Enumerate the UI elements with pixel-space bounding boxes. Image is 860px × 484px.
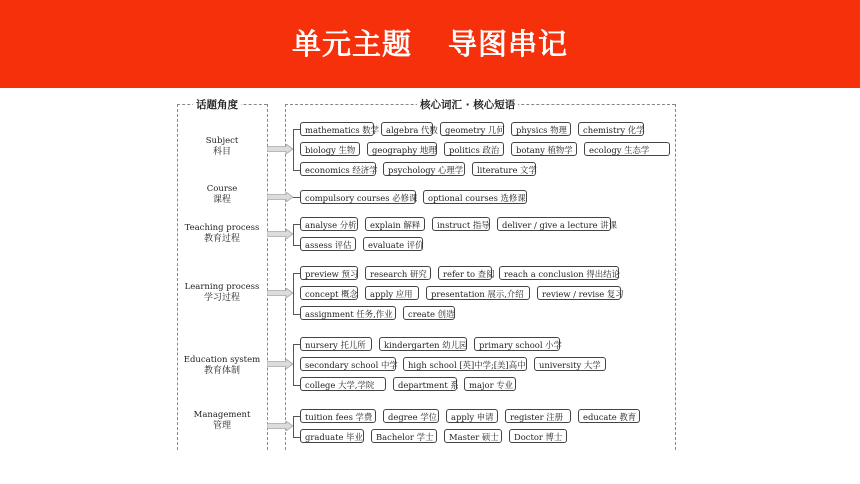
vocab-chip: high school [英]中学;[美]高中 [403, 357, 527, 371]
topic-label-cn: 教育体制 [203, 366, 240, 376]
vocab-chip: apply 申请 [446, 409, 498, 423]
vocab-chip: assess 评估 [300, 237, 356, 251]
vocab-chip: chemistry 化学 [578, 122, 644, 136]
topic-label-cn: 课程 [212, 195, 231, 205]
topic-label-cn: 教育过程 [203, 234, 240, 244]
vocab-chip: secondary school 中学 [300, 357, 396, 371]
topic-label-2 [177, 223, 267, 245]
vocab-chip: research 研究 [365, 266, 431, 280]
vocab-chip: geography 地理 [367, 142, 437, 156]
topic-label-4 [177, 355, 267, 377]
topic-label-0 [177, 136, 267, 158]
arrow-icon [267, 192, 293, 202]
vocab-chip: evaluate 评价 [363, 237, 423, 251]
right-header: 核心词汇 · 核心短语 [417, 97, 518, 112]
vocab-chip: optional courses 选修课 [423, 190, 527, 204]
arrow-icon [267, 421, 293, 431]
arrow-icon [267, 144, 293, 154]
topic-label-en: Education system [183, 355, 261, 365]
topic-label-en: Learning process [184, 282, 260, 292]
topic-label-cn: 学习过程 [203, 293, 240, 303]
left-frame-line-right [267, 104, 268, 450]
vocab-chip: create 创造 [403, 306, 455, 320]
vocab-chip: refer to 查阅 [438, 266, 492, 280]
vocab-chip: assignment 任务,作业 [300, 306, 396, 320]
vocab-chip: apply 应用 [365, 286, 419, 300]
banner-title [0, 0, 860, 88]
topic-label-1 [177, 184, 267, 206]
vocab-chip: analyse 分析 [300, 217, 358, 231]
vocab-chip: botany 植物学 [511, 142, 577, 156]
topic-label-cn: 管理 [212, 421, 231, 431]
topic-label-en: Management [193, 410, 251, 420]
banner-title-left: 单元主题 [291, 27, 412, 61]
arrow-icon [267, 288, 293, 298]
vocab-chip: tuition fees 学费 [300, 409, 376, 423]
arrow-icon [267, 359, 293, 369]
vocab-chip: Master 硕士 [444, 429, 502, 443]
vocab-chip: mathematics 数学 [300, 122, 374, 136]
banner-title-right: 导图串记 [448, 27, 569, 61]
vocab-chip: Doctor 博士 [509, 429, 567, 443]
vocab-chip: literature 文学 [472, 162, 536, 176]
vocab-chip: graduate 毕业 [300, 429, 364, 443]
topic-label-3 [177, 282, 267, 304]
connector-bracket [293, 197, 300, 198]
topic-label-en: Teaching process [184, 223, 260, 233]
arrow-icon [267, 229, 293, 239]
vocab-chip: concept 概念 [300, 286, 358, 300]
vocab-chip: physics 物理 [511, 122, 571, 136]
topic-label-en: Subject [205, 136, 239, 146]
vocab-chip: ecology 生态学 [584, 142, 670, 156]
vocab-chip: major 专业 [464, 377, 516, 391]
vocab-chip: explain 解释 [365, 217, 425, 231]
vocab-chip: degree 学位 [383, 409, 439, 423]
vocab-chip: geometry 几何 [440, 122, 504, 136]
vocab-chip: kindergarten 幼儿园 [379, 337, 467, 351]
topic-label-5 [177, 410, 267, 432]
right-frame-line-left [285, 104, 286, 450]
vocab-chip: college 大学,学院 [300, 377, 386, 391]
vocab-chip: educate 教育 [578, 409, 640, 423]
vocab-chip: biology 生物 [300, 142, 360, 156]
vocab-chip: nursery 托儿所 [300, 337, 372, 351]
vocab-chip: presentation 展示,介绍 [426, 286, 530, 300]
vocab-chip: department 系 [393, 377, 457, 391]
vocab-chip: primary school 小学 [474, 337, 560, 351]
vocab-chip: instruct 指导 [432, 217, 490, 231]
vocab-chip: reach a conclusion 得出结论 [499, 266, 619, 280]
vocab-chip: politics 政治 [444, 142, 504, 156]
vocab-chip: register 注册 [505, 409, 571, 423]
vocab-chip: psychology 心理学 [383, 162, 465, 176]
vocab-chip: university 大学 [534, 357, 606, 371]
right-frame-line-right [675, 104, 676, 450]
vocab-chip: economics 经济学 [300, 162, 376, 176]
vocab-chip: deliver / give a lecture 讲课 [497, 217, 611, 231]
left-header: 话题角度 [193, 97, 241, 112]
vocab-chip: Bachelor 学士 [371, 429, 437, 443]
vocab-chip: compulsory courses 必修课 [300, 190, 416, 204]
vocab-chip: algebra 代数 [381, 122, 433, 136]
topic-label-en: Course [206, 184, 238, 194]
topic-label-cn: 科目 [212, 147, 231, 157]
vocab-chip: review / revise 复习 [537, 286, 621, 300]
vocab-chip: preview 预习 [300, 266, 358, 280]
